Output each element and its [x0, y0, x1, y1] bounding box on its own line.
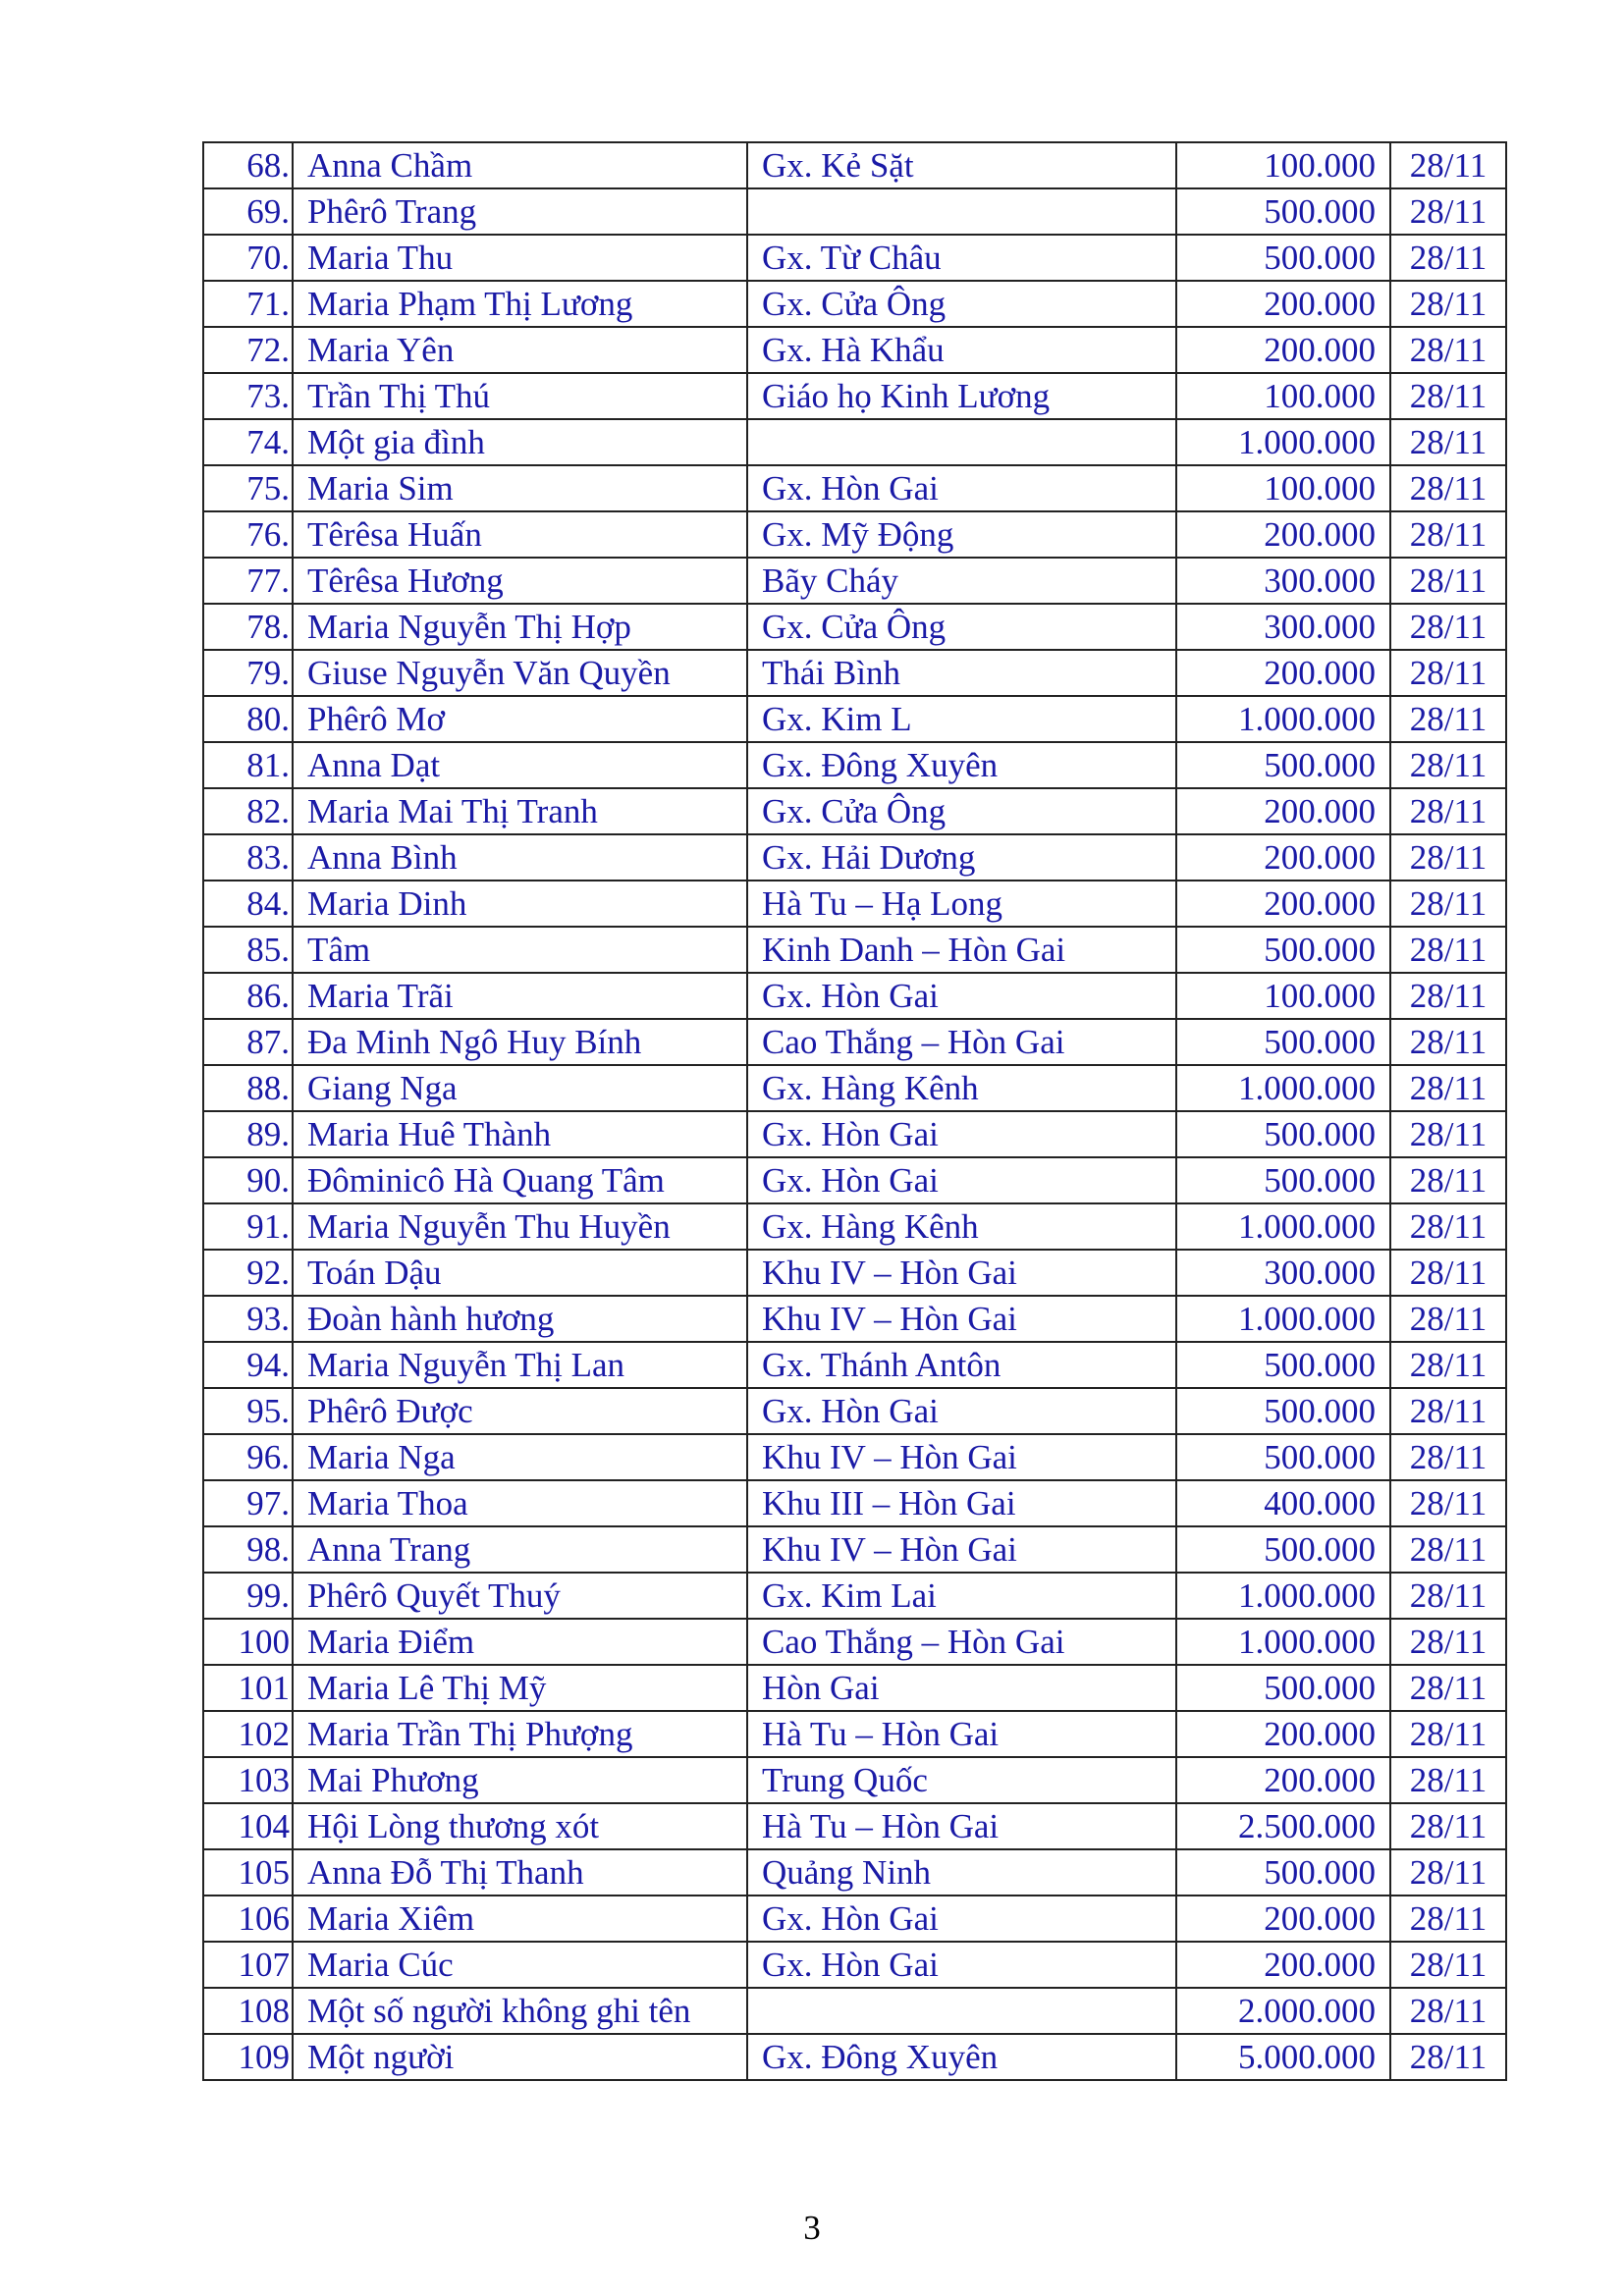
table-row — [203, 973, 1506, 1019]
donor-name: Maria Trãi — [293, 973, 747, 1019]
donor-place: Kinh Danh – Hòn Gai — [747, 927, 1176, 973]
donation-date: 28/11 — [1390, 742, 1506, 788]
donor-name: Maria Nguyễn Thu Huyền — [293, 1203, 747, 1250]
row-number: 76. — [203, 511, 293, 558]
donation-amount: 300.000 — [1176, 604, 1390, 650]
table-row — [203, 1573, 1506, 1619]
donor-name: Hội Lòng thương xót — [293, 1803, 747, 1849]
table-row — [203, 1250, 1506, 1296]
donation-amount: 100.000 — [1176, 142, 1390, 188]
donation-amount: 500.000 — [1176, 927, 1390, 973]
donor-place — [747, 1988, 1176, 2034]
table-row — [203, 1526, 1506, 1573]
row-number: 92. — [203, 1250, 293, 1296]
row-number: 68. — [203, 142, 293, 188]
donation-amount: 200.000 — [1176, 1942, 1390, 1988]
donor-place: Gx. Cửa Ông — [747, 604, 1176, 650]
donation-amount: 2.000.000 — [1176, 1988, 1390, 2034]
donation-amount: 200.000 — [1176, 281, 1390, 327]
donation-amount: 500.000 — [1176, 1665, 1390, 1711]
row-number: 96. — [203, 1434, 293, 1480]
donation-date: 28/11 — [1390, 1988, 1506, 2034]
donor-place: Gx. Hòn Gai — [747, 1111, 1176, 1157]
donation-date: 28/11 — [1390, 1711, 1506, 1757]
donation-date: 28/11 — [1390, 1342, 1506, 1388]
table-row — [203, 1480, 1506, 1526]
donor-name: Maria Dinh — [293, 881, 747, 927]
table-row — [203, 1988, 1506, 2034]
donation-date: 28/11 — [1390, 788, 1506, 834]
row-number: 103 — [203, 1757, 293, 1803]
donor-place: Gx. Mỹ Động — [747, 511, 1176, 558]
table-row — [203, 235, 1506, 281]
row-number: 70. — [203, 235, 293, 281]
donation-date: 28/11 — [1390, 1111, 1506, 1157]
table-row — [203, 788, 1506, 834]
donor-name: Phêrô Quyết Thuý — [293, 1573, 747, 1619]
row-number: 77. — [203, 558, 293, 604]
donor-name: Maria Trần Thị Phượng — [293, 1711, 747, 1757]
donor-name: Một số người không ghi tên — [293, 1988, 747, 2034]
donor-name: Anna Dạt — [293, 742, 747, 788]
donor-name: Giuse Nguyễn Văn Quyền — [293, 650, 747, 696]
donation-amount: 400.000 — [1176, 1480, 1390, 1526]
donor-place: Hà Tu – Hạ Long — [747, 881, 1176, 927]
donation-date: 28/11 — [1390, 1203, 1506, 1250]
donor-place: Gx. Hòn Gai — [747, 1157, 1176, 1203]
donor-place — [747, 419, 1176, 465]
table-row — [203, 1942, 1506, 1988]
donation-date: 28/11 — [1390, 1573, 1506, 1619]
table-row — [203, 1619, 1506, 1665]
table-row — [203, 1388, 1506, 1434]
row-number: 101 — [203, 1665, 293, 1711]
donor-place: Khu IV – Hòn Gai — [747, 1250, 1176, 1296]
donation-amount: 500.000 — [1176, 1111, 1390, 1157]
donor-place: Gx. Cửa Ông — [747, 281, 1176, 327]
donor-name: Maria Cúc — [293, 1942, 747, 1988]
row-number: 75. — [203, 465, 293, 511]
donation-date: 28/11 — [1390, 281, 1506, 327]
donor-place: Quảng Ninh — [747, 1849, 1176, 1896]
donor-name: Maria Nguyễn Thị Hợp — [293, 604, 747, 650]
donation-amount: 1.000.000 — [1176, 1573, 1390, 1619]
donation-amount: 300.000 — [1176, 1250, 1390, 1296]
row-number: 80. — [203, 696, 293, 742]
donation-date: 28/11 — [1390, 927, 1506, 973]
donation-date: 28/11 — [1390, 188, 1506, 235]
table-row — [203, 927, 1506, 973]
table-row — [203, 1157, 1506, 1203]
donor-name: Maria Thu — [293, 235, 747, 281]
row-number: 104 — [203, 1803, 293, 1849]
row-number: 98. — [203, 1526, 293, 1573]
table-row — [203, 1065, 1506, 1111]
row-number: 97. — [203, 1480, 293, 1526]
donation-date: 28/11 — [1390, 834, 1506, 881]
donation-amount: 500.000 — [1176, 1019, 1390, 1065]
donation-amount: 200.000 — [1176, 1711, 1390, 1757]
donation-date: 28/11 — [1390, 604, 1506, 650]
donor-place: Cao Thắng – Hòn Gai — [747, 1619, 1176, 1665]
row-number: 88. — [203, 1065, 293, 1111]
donation-amount: 1.000.000 — [1176, 1619, 1390, 1665]
donor-name: Maria Sim — [293, 465, 747, 511]
table-row — [203, 604, 1506, 650]
table-row — [203, 1665, 1506, 1711]
donor-place: Gx. Hà Khẩu — [747, 327, 1176, 373]
donation-amount: 500.000 — [1176, 1849, 1390, 1896]
donation-amount: 300.000 — [1176, 558, 1390, 604]
row-number: 79. — [203, 650, 293, 696]
donation-date: 28/11 — [1390, 1526, 1506, 1573]
donation-date: 28/11 — [1390, 465, 1506, 511]
donor-place: Cao Thắng – Hòn Gai — [747, 1019, 1176, 1065]
row-number: 102 — [203, 1711, 293, 1757]
row-number: 74. — [203, 419, 293, 465]
row-number: 69. — [203, 188, 293, 235]
donation-amount: 200.000 — [1176, 327, 1390, 373]
row-number: 82. — [203, 788, 293, 834]
table-row — [203, 1803, 1506, 1849]
donation-date: 28/11 — [1390, 1942, 1506, 1988]
donor-name: Anna Chầm — [293, 142, 747, 188]
table-row — [203, 742, 1506, 788]
donor-place: Hà Tu – Hòn Gai — [747, 1711, 1176, 1757]
table-row — [203, 142, 1506, 188]
page-number: 3 — [803, 2209, 821, 2247]
donor-name: Maria Thoa — [293, 1480, 747, 1526]
row-number: 84. — [203, 881, 293, 927]
donor-name: Giang Nga — [293, 1065, 747, 1111]
table-row — [203, 1111, 1506, 1157]
row-number: 95. — [203, 1388, 293, 1434]
donor-place: Gx. Kim Lai — [747, 1573, 1176, 1619]
donor-name: Mai Phương — [293, 1757, 747, 1803]
donation-date: 28/11 — [1390, 696, 1506, 742]
donation-amount: 500.000 — [1176, 235, 1390, 281]
donor-name: Đa Minh Ngô Huy Bính — [293, 1019, 747, 1065]
donation-amount: 200.000 — [1176, 834, 1390, 881]
table-row — [203, 650, 1506, 696]
donation-amount: 200.000 — [1176, 1757, 1390, 1803]
donor-place: Khu IV – Hòn Gai — [747, 1434, 1176, 1480]
donor-place: Hòn Gai — [747, 1665, 1176, 1711]
donation-amount: 200.000 — [1176, 511, 1390, 558]
donation-date: 28/11 — [1390, 650, 1506, 696]
donor-place: Gx. Đông Xuyên — [747, 2034, 1176, 2080]
donation-date: 28/11 — [1390, 235, 1506, 281]
donor-place: Gx. Kẻ Sặt — [747, 142, 1176, 188]
donor-name: Maria Xiêm — [293, 1896, 747, 1942]
donation-amount: 5.000.000 — [1176, 2034, 1390, 2080]
donation-amount: 100.000 — [1176, 373, 1390, 419]
table-row — [203, 419, 1506, 465]
donation-date: 28/11 — [1390, 1665, 1506, 1711]
donation-date: 28/11 — [1390, 973, 1506, 1019]
table-row — [203, 1757, 1506, 1803]
donation-date: 28/11 — [1390, 2034, 1506, 2080]
donor-name: Anna Đỗ Thị Thanh — [293, 1849, 747, 1896]
donor-place: Gx. Kim L — [747, 696, 1176, 742]
donation-amount: 500.000 — [1176, 1157, 1390, 1203]
donation-date: 28/11 — [1390, 1849, 1506, 1896]
donor-name: Đôminicô Hà Quang Tâm — [293, 1157, 747, 1203]
table-row — [203, 327, 1506, 373]
table-row — [203, 1711, 1506, 1757]
row-number: 93. — [203, 1296, 293, 1342]
row-number: 107 — [203, 1942, 293, 1988]
donor-place: Hà Tu – Hòn Gai — [747, 1803, 1176, 1849]
row-number: 109 — [203, 2034, 293, 2080]
donor-name: Têrêsa Huấn — [293, 511, 747, 558]
table-row — [203, 558, 1506, 604]
donor-place: Thái Bình — [747, 650, 1176, 696]
donation-date: 28/11 — [1390, 1157, 1506, 1203]
donation-amount: 200.000 — [1176, 650, 1390, 696]
donation-date: 28/11 — [1390, 1250, 1506, 1296]
row-number: 106 — [203, 1896, 293, 1942]
donor-place: Gx. Cửa Ông — [747, 788, 1176, 834]
donor-name: Một người — [293, 2034, 747, 2080]
donor-place: Gx. Hòn Gai — [747, 1942, 1176, 1988]
donor-name: Maria Phạm Thị Lương — [293, 281, 747, 327]
row-number: 94. — [203, 1342, 293, 1388]
donation-date: 28/11 — [1390, 1803, 1506, 1849]
donor-place: Gx. Thánh Antôn — [747, 1342, 1176, 1388]
donation-amount: 500.000 — [1176, 1526, 1390, 1573]
donor-name: Anna Trang — [293, 1526, 747, 1573]
donation-amount: 500.000 — [1176, 1342, 1390, 1388]
table-row — [203, 1434, 1506, 1480]
row-number: 78. — [203, 604, 293, 650]
donor-place: Gx. Hòn Gai — [747, 1896, 1176, 1942]
table-body — [203, 142, 1506, 2080]
table-row — [203, 696, 1506, 742]
donation-date: 28/11 — [1390, 1296, 1506, 1342]
row-number: 90. — [203, 1157, 293, 1203]
donor-place: Gx. Hải Dương — [747, 834, 1176, 881]
donation-date: 28/11 — [1390, 1388, 1506, 1434]
table-row — [203, 511, 1506, 558]
row-number: 89. — [203, 1111, 293, 1157]
donor-place: Gx. Hàng Kênh — [747, 1203, 1176, 1250]
donor-place: Gx. Hòn Gai — [747, 973, 1176, 1019]
donor-place: Giáo họ Kinh Lương — [747, 373, 1176, 419]
donation-amount: 500.000 — [1176, 742, 1390, 788]
donation-date: 28/11 — [1390, 1480, 1506, 1526]
row-number: 86. — [203, 973, 293, 1019]
donor-name: Một gia đình — [293, 419, 747, 465]
table-row — [203, 465, 1506, 511]
row-number: 85. — [203, 927, 293, 973]
table-row — [203, 1896, 1506, 1942]
donor-name: Phêrô Được — [293, 1388, 747, 1434]
donation-table — [202, 141, 1507, 2081]
donor-name: Đoàn hành hương — [293, 1296, 747, 1342]
donor-place — [747, 188, 1176, 235]
donor-place: Gx. Hòn Gai — [747, 1388, 1176, 1434]
donor-name: Anna Bình — [293, 834, 747, 881]
donor-place: Gx. Đông Xuyên — [747, 742, 1176, 788]
donor-name: Maria Nguyễn Thị Lan — [293, 1342, 747, 1388]
donation-date: 28/11 — [1390, 511, 1506, 558]
donor-name: Maria Huê Thành — [293, 1111, 747, 1157]
table-row — [203, 281, 1506, 327]
donation-amount: 1.000.000 — [1176, 1296, 1390, 1342]
table-row — [203, 1342, 1506, 1388]
donation-date: 28/11 — [1390, 1757, 1506, 1803]
row-number: 83. — [203, 834, 293, 881]
donation-amount: 1.000.000 — [1176, 1065, 1390, 1111]
donor-name: Maria Yên — [293, 327, 747, 373]
donation-date: 28/11 — [1390, 142, 1506, 188]
row-number: 71. — [203, 281, 293, 327]
row-number: 99. — [203, 1573, 293, 1619]
row-number: 108 — [203, 1988, 293, 2034]
donor-place: Khu IV – Hòn Gai — [747, 1296, 1176, 1342]
donor-name: Tâm — [293, 927, 747, 973]
table-row — [203, 834, 1506, 881]
donation-amount: 1.000.000 — [1176, 1203, 1390, 1250]
donation-amount: 200.000 — [1176, 1896, 1390, 1942]
table-row — [203, 2034, 1506, 2080]
donor-name: Maria Mai Thị Tranh — [293, 788, 747, 834]
donation-date: 28/11 — [1390, 1896, 1506, 1942]
donation-amount: 2.500.000 — [1176, 1803, 1390, 1849]
table-row — [203, 373, 1506, 419]
row-number: 100 — [203, 1619, 293, 1665]
row-number: 105 — [203, 1849, 293, 1896]
donor-place: Trung Quốc — [747, 1757, 1176, 1803]
table-row — [203, 1296, 1506, 1342]
donor-place: Khu IV – Hòn Gai — [747, 1526, 1176, 1573]
row-number: 72. — [203, 327, 293, 373]
donation-date: 28/11 — [1390, 881, 1506, 927]
table-row — [203, 1203, 1506, 1250]
donor-place: Gx. Hàng Kênh — [747, 1065, 1176, 1111]
donation-date: 28/11 — [1390, 1434, 1506, 1480]
donation-date: 28/11 — [1390, 1019, 1506, 1065]
donation-date: 28/11 — [1390, 1065, 1506, 1111]
donation-amount: 1.000.000 — [1176, 419, 1390, 465]
donor-name: Maria Nga — [293, 1434, 747, 1480]
donation-amount: 1.000.000 — [1176, 696, 1390, 742]
table-row — [203, 1019, 1506, 1065]
donor-name: Maria Lê Thị Mỹ — [293, 1665, 747, 1711]
donation-date: 28/11 — [1390, 558, 1506, 604]
donor-name: Phêrô Trang — [293, 188, 747, 235]
donor-place: Gx. Hòn Gai — [747, 465, 1176, 511]
donation-amount: 100.000 — [1176, 465, 1390, 511]
row-number: 87. — [203, 1019, 293, 1065]
donation-date: 28/11 — [1390, 327, 1506, 373]
donor-name: Toán Dậu — [293, 1250, 747, 1296]
row-number: 73. — [203, 373, 293, 419]
donation-amount: 200.000 — [1176, 788, 1390, 834]
table-row — [203, 1849, 1506, 1896]
donor-place: Gx. Từ Châu — [747, 235, 1176, 281]
table-row — [203, 188, 1506, 235]
donor-name: Têrêsa Hương — [293, 558, 747, 604]
row-number: 81. — [203, 742, 293, 788]
donor-name: Phêrô Mơ — [293, 696, 747, 742]
donation-amount: 500.000 — [1176, 1388, 1390, 1434]
donation-amount: 500.000 — [1176, 188, 1390, 235]
donation-amount: 500.000 — [1176, 1434, 1390, 1480]
donor-place: Bãy Cháy — [747, 558, 1176, 604]
donation-amount: 200.000 — [1176, 881, 1390, 927]
donor-name: Maria Điểm — [293, 1619, 747, 1665]
donor-name: Trần Thị Thú — [293, 373, 747, 419]
donation-date: 28/11 — [1390, 373, 1506, 419]
donor-place: Khu III – Hòn Gai — [747, 1480, 1176, 1526]
table-row — [203, 881, 1506, 927]
donation-date: 28/11 — [1390, 419, 1506, 465]
row-number: 91. — [203, 1203, 293, 1250]
donation-amount: 100.000 — [1176, 973, 1390, 1019]
donation-date: 28/11 — [1390, 1619, 1506, 1665]
